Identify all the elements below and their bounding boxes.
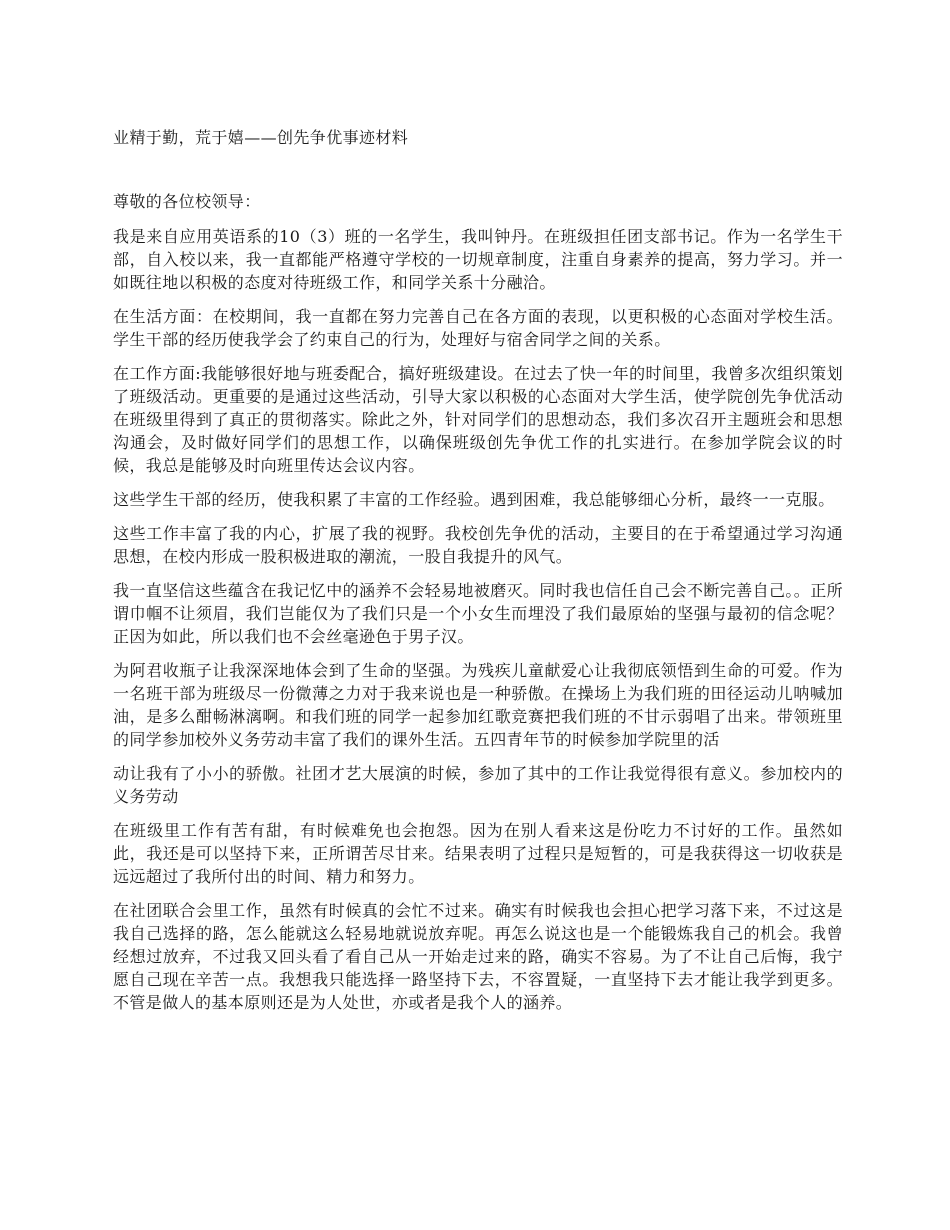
paragraph: 在工作方面:我能够很好地与班委配合，搞好班级建设。在过去了快一年的时间里，我曾多次组织策划了班级活动。更重要的是通过这些活动，引导大家以积极的心态面对大学生活，使学院创先争优活动在班级里得到了真正的贯彻落实。除此之外，针对同学们的思想动态，我们多次召开主题班会和思想沟通会，及时做好同学们的思想工作，以确保班级创先争优工作的扎实进行。在参加学院会议的时候，我总是能够及时向班里传达会议内容。 xyxy=(113,364,843,475)
salutation: 尊敬的各位校领导： xyxy=(113,192,261,211)
document-page xyxy=(113,126,843,1025)
paragraph: 这些学生干部的经历，使我积累了丰富的工作经验。遇到困难，我总能够细心分析，最终一一克服。 xyxy=(113,490,835,509)
paragraph: 在社团联合会里工作，虽然有时候真的会忙不过来。确实有时候我也会担心把学习落下来，不过这是我自己选择的路，怎么能就这么轻易地就说放弃呢。再怎么说这也是一个能锻炼我自己的机会。我曾经想过放弃，不过我又回头看了看自己从一开始走过来的路，确实不容易。为了不让自己后悔，我宁愿自己现在辛苦一点。我想我只能选择一路坚持下去，不容置疑，一直坚持下去才能让我学到更多。不管是做人的基本原则还是为人处世，亦或者是我个人的涵养。 xyxy=(113,901,843,1012)
document-title: 业精于勤，荒于嬉——创先争优事迹材料 xyxy=(113,128,409,147)
paragraph: 为阿君收瓶子让我深深地体会到了生命的坚强。为残疾儿童献爱心让我彻底领悟到生命的可爱。作为一名班干部为班级尽一份微薄之力对于我来说也是一种骄傲。在操场上为我们班的田径运动儿呐喊加油，是多么酣畅淋漓啊。和我们班的同学一起参加红歌竞赛把我们班的不甘示弱唱了出来。带领班里的同学参加校外义务劳动丰富了我们的课外生活。五四青年节的时候参加学院里的活 xyxy=(113,661,843,749)
paragraph: 在生活方面：在校期间，我一直都在努力完善自己在各方面的表现，以更积极的心态面对学校生活。学生干部的经历使我学会了约束自己的行为，处理好与宿舍同学之间的关系。 xyxy=(113,307,843,349)
paragraph: 我是来自应用英语系的10（3）班的一名学生，我叫钟丹。在班级担任团支部书记。作为一名学生干部，自入校以来，我一直都能严格遵守学校的一切规章制度，注重自身素养的提高，努力学习。并一如既往地以积极的态度对待班级工作，和同学关系十分融洽。 xyxy=(113,227,843,292)
paragraph: 在班级里工作有苦有甜，有时候难免也会抱怨。因为在别人看来这是份吃力不讨好的工作。虽然如此，我还是可以坚持下来，正所谓苦尽甘来。结果表明了过程只是短暂的，可是我获得这一切收获是远远超过了我所付出的时间、精力和努力。 xyxy=(113,821,843,886)
paragraph: 我一直坚信这些蕴含在我记忆中的涵养不会轻易地被磨灭。同时我也信任自己会不断完善自己。。正所谓巾帼不让须眉，我们岂能仅为了我们只是一个小女生而埋没了我们最原始的坚强与最初的信念呢？正因为如此，所以我们也不会丝毫逊色于男子汉。 xyxy=(113,581,844,646)
paragraph: 这些工作丰富了我的内心，扩展了我的视野。我校创先争优的活动，主要目的在于希望通过学习沟通思想，在校内形成一股积极进取的潮流，一股自我提升的风气。 xyxy=(113,524,843,566)
paragraph: 动让我有了小小的骄傲。社团才艺大展演的时候，参加了其中的工作让我觉得很有意义。参加校内的义务劳动 xyxy=(113,764,843,806)
